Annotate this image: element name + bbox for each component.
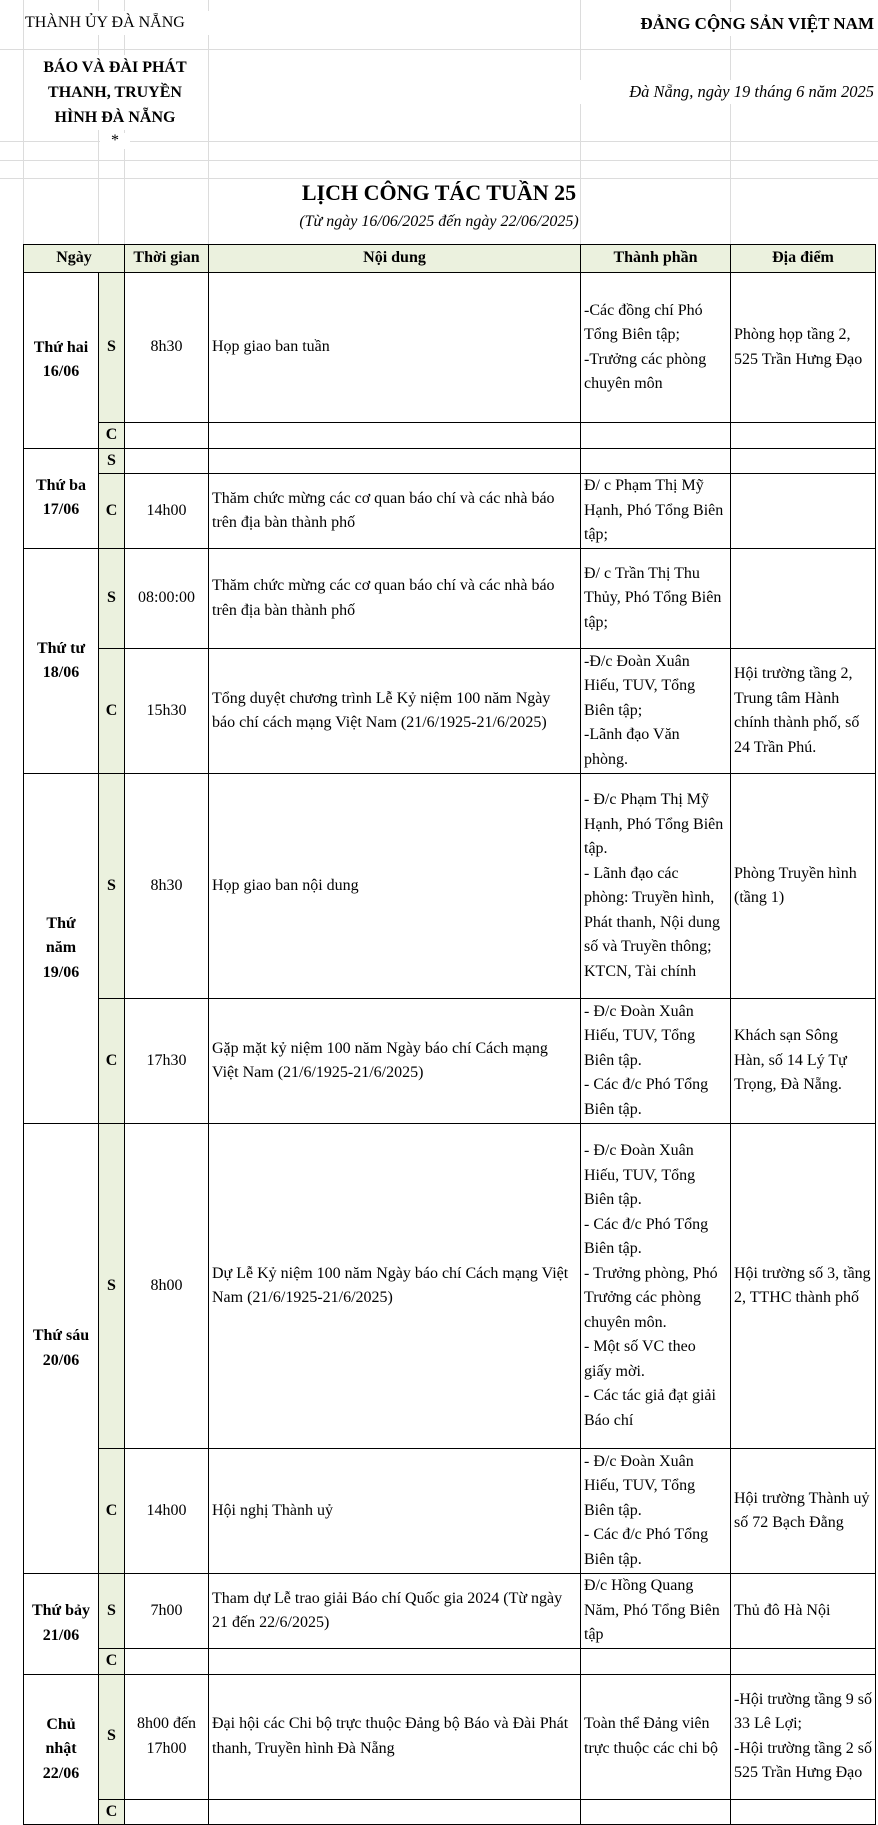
- table-row: [24, 649, 876, 774]
- col-header-day: Ngày: [24, 245, 125, 273]
- document-date: Đà Nẵng, ngày 19 tháng 6 năm 2025: [560, 80, 874, 104]
- time-cell: 8h30: [125, 273, 209, 423]
- time-cell: [125, 1649, 209, 1675]
- location-cell: Hội trường số 3, tầng 2, TTHC thành phố: [731, 1124, 876, 1449]
- day-cell: Thứ năm 19/06: [24, 774, 99, 1124]
- location-cell: Phòng Truyền hình (tầng 1): [731, 774, 876, 999]
- time-cell: [125, 1799, 209, 1825]
- participants-cell: Toàn thể Đảng viên trực thuộc các chi bộ: [581, 1674, 731, 1799]
- time-cell: [125, 423, 209, 449]
- content-cell: [209, 423, 581, 449]
- content-cell: Tham dự Lễ trao giải Báo chí Quốc gia 2024 (Từ ngày 21 đến 22/6/2025): [209, 1574, 581, 1649]
- participants-cell: Đ/ c Phạm Thị Mỹ Hạnh, Phó Tổng Biên tập;: [581, 474, 731, 549]
- session-cell: S: [99, 1674, 125, 1799]
- table-row: [24, 999, 876, 1124]
- table-row: [24, 448, 876, 474]
- location-cell: Khách sạn Sông Hàn, số 14 Lý Tự Trọng, Đà Nẵng.: [731, 999, 876, 1124]
- time-cell: 7h00: [125, 1574, 209, 1649]
- day-cell: Chủ nhật 22/06: [24, 1674, 99, 1825]
- location-cell: [731, 423, 876, 449]
- time-cell: 8h30: [125, 774, 209, 999]
- session-cell: S: [99, 1124, 125, 1449]
- col-header-participants: Thành phần: [581, 245, 731, 273]
- participants-cell: Đ/ c Trần Thị Thu Thủy, Phó Tổng Biên tập;: [581, 549, 731, 649]
- content-cell: Dự Lễ Kỷ niệm 100 năm Ngày báo chí Cách mạng Việt Nam (21/6/1925-21/6/2025): [209, 1124, 581, 1449]
- time-cell: 15h30: [125, 649, 209, 774]
- participants-cell: -Các đồng chí Phó Tổng Biên tập; -Trưởng các phòng chuyên môn: [581, 273, 731, 423]
- table-row: [24, 1649, 876, 1675]
- session-cell: S: [99, 1574, 125, 1649]
- header-star: *: [100, 133, 130, 149]
- session-cell: S: [99, 774, 125, 999]
- participants-cell: - Đ/c Đoàn Xuân Hiếu, TUV, Tổng Biên tập. - Các đ/c Phó Tổng Biên tập.: [581, 999, 731, 1124]
- time-cell: 17h30: [125, 999, 209, 1124]
- organization-name: BÁO VÀ ĐÀI PHÁT THANH, TRUYỀN HÌNH ĐÀ NẴNG: [25, 55, 205, 130]
- participants-cell: [581, 423, 731, 449]
- participants-cell: - Đ/c Đoàn Xuân Hiếu, TUV, Tổng Biên tập. - Các đ/c Phó Tổng Biên tập.: [581, 1449, 731, 1574]
- day-cell: Thứ sáu 20/06: [24, 1124, 99, 1574]
- session-cell: C: [99, 649, 125, 774]
- table-row: [24, 1674, 876, 1799]
- time-cell: 8h00 đến 17h00: [125, 1674, 209, 1799]
- table-row: [24, 774, 876, 999]
- session-cell: S: [99, 448, 125, 474]
- schedule-title: LỊCH CÔNG TÁC TUẦN 25: [301, 180, 577, 205]
- time-cell: [125, 448, 209, 474]
- session-cell: C: [99, 423, 125, 449]
- session-cell: S: [99, 273, 125, 423]
- table-row: [24, 474, 876, 549]
- table-row: [24, 1124, 876, 1449]
- participants-cell: [581, 1649, 731, 1675]
- table-row: [24, 273, 876, 423]
- day-cell: Thứ bảy 21/06: [24, 1574, 99, 1675]
- col-header-time: Thời gian: [125, 245, 209, 273]
- content-cell: Hội nghị Thành uỷ: [209, 1449, 581, 1574]
- location-cell: Thủ đô Hà Nội: [731, 1574, 876, 1649]
- session-cell: S: [99, 549, 125, 649]
- session-cell: C: [99, 999, 125, 1124]
- location-cell: [731, 448, 876, 474]
- content-cell: [209, 1649, 581, 1675]
- session-cell: C: [99, 1449, 125, 1574]
- time-cell: 8h00: [125, 1124, 209, 1449]
- session-cell: C: [99, 1799, 125, 1825]
- location-cell: Phòng họp tầng 2, 525 Trần Hưng Đạo: [731, 273, 876, 423]
- location-cell: Hội trường tầng 2, Trung tâm Hành chính thành phố, số 24 Trần Phú.: [731, 649, 876, 774]
- participants-cell: - Đ/c Đoàn Xuân Hiếu, TUV, Tổng Biên tập. - Các đ/c Phó Tổng Biên tập. - Trưởng phòng, Phó Trưởng các phòng chuyên môn. - Một số VC theo giấy mời. - Các tác giả đạt giải Báo chí: [581, 1124, 731, 1449]
- location-cell: [731, 1799, 876, 1825]
- location-cell: -Hội trường tầng 9 số 33 Lê Lợi; -Hội trường tầng 2 số 525 Trần Hưng Đạo: [731, 1674, 876, 1799]
- session-cell: C: [99, 1649, 125, 1675]
- location-cell: [731, 549, 876, 649]
- content-cell: Thăm chức mừng các cơ quan báo chí và các nhà báo trên địa bàn thành phố: [209, 549, 581, 649]
- content-cell: [209, 448, 581, 474]
- table-row: [24, 549, 876, 649]
- table-row: [24, 1574, 876, 1649]
- party-name-label: ĐẢNG CỘNG SẢN VIỆT NAM: [582, 12, 874, 36]
- col-header-location: Địa điểm: [731, 245, 876, 273]
- time-cell: 08:00:00: [125, 549, 209, 649]
- content-cell: Thăm chức mừng các cơ quan báo chí và các nhà báo trên địa bàn thành phố: [209, 474, 581, 549]
- location-cell: Hội trường Thành uỷ số 72 Bạch Đằng: [731, 1449, 876, 1574]
- location-cell: [731, 1649, 876, 1675]
- participants-cell: [581, 1799, 731, 1825]
- table-row: [24, 1799, 876, 1825]
- content-cell: Họp giao ban tuần: [209, 273, 581, 423]
- day-cell: Thứ hai 16/06: [24, 273, 99, 449]
- time-cell: 14h00: [125, 474, 209, 549]
- participants-cell: Đ/c Hồng Quang Năm, Phó Tổng Biên tập: [581, 1574, 731, 1649]
- participants-cell: -Đ/c Đoàn Xuân Hiếu, TUV, Tổng Biên tập; -Lãnh đạo Văn phòng.: [581, 649, 731, 774]
- table-header-row: [24, 245, 876, 273]
- col-header-content: Nội dung: [209, 245, 581, 273]
- content-cell: Tổng duyệt chương trình Lễ Kỷ niệm 100 năm Ngày báo chí cách mạng Việt Nam (21/6/1925-21/6/2025): [209, 649, 581, 774]
- table-row: [24, 423, 876, 449]
- table-row: [24, 1449, 876, 1574]
- content-cell: Họp giao ban nội dung: [209, 774, 581, 999]
- participants-cell: [581, 448, 731, 474]
- schedule-date-range: (Từ ngày 16/06/2025 đến ngày 22/06/2025): [299, 213, 579, 230]
- session-cell: C: [99, 474, 125, 549]
- schedule-table: [23, 244, 876, 1825]
- time-cell: 14h00: [125, 1449, 209, 1574]
- content-cell: [209, 1799, 581, 1825]
- day-cell: Thứ ba 17/06: [24, 448, 99, 549]
- content-cell: Gặp mặt kỷ niệm 100 năm Ngày báo chí Cách mạng Việt Nam (21/6/1925-21/6/2025): [209, 999, 581, 1124]
- location-cell: [731, 474, 876, 549]
- day-cell: Thứ tư 18/06: [24, 549, 99, 774]
- participants-cell: - Đ/c Phạm Thị Mỹ Hạnh, Phó Tổng Biên tập. - Lãnh đạo các phòng: Truyền hình, Phát thanh, Nội dung số và Truyền thông; KTCN, Tài chính: [581, 774, 731, 999]
- party-committee-label: THÀNH ỦY ĐÀ NẴNG: [25, 11, 215, 35]
- content-cell: Đại hội các Chi bộ trực thuộc Đảng bộ Báo và Đài Phát thanh, Truyền hình Đà Nẵng: [209, 1674, 581, 1799]
